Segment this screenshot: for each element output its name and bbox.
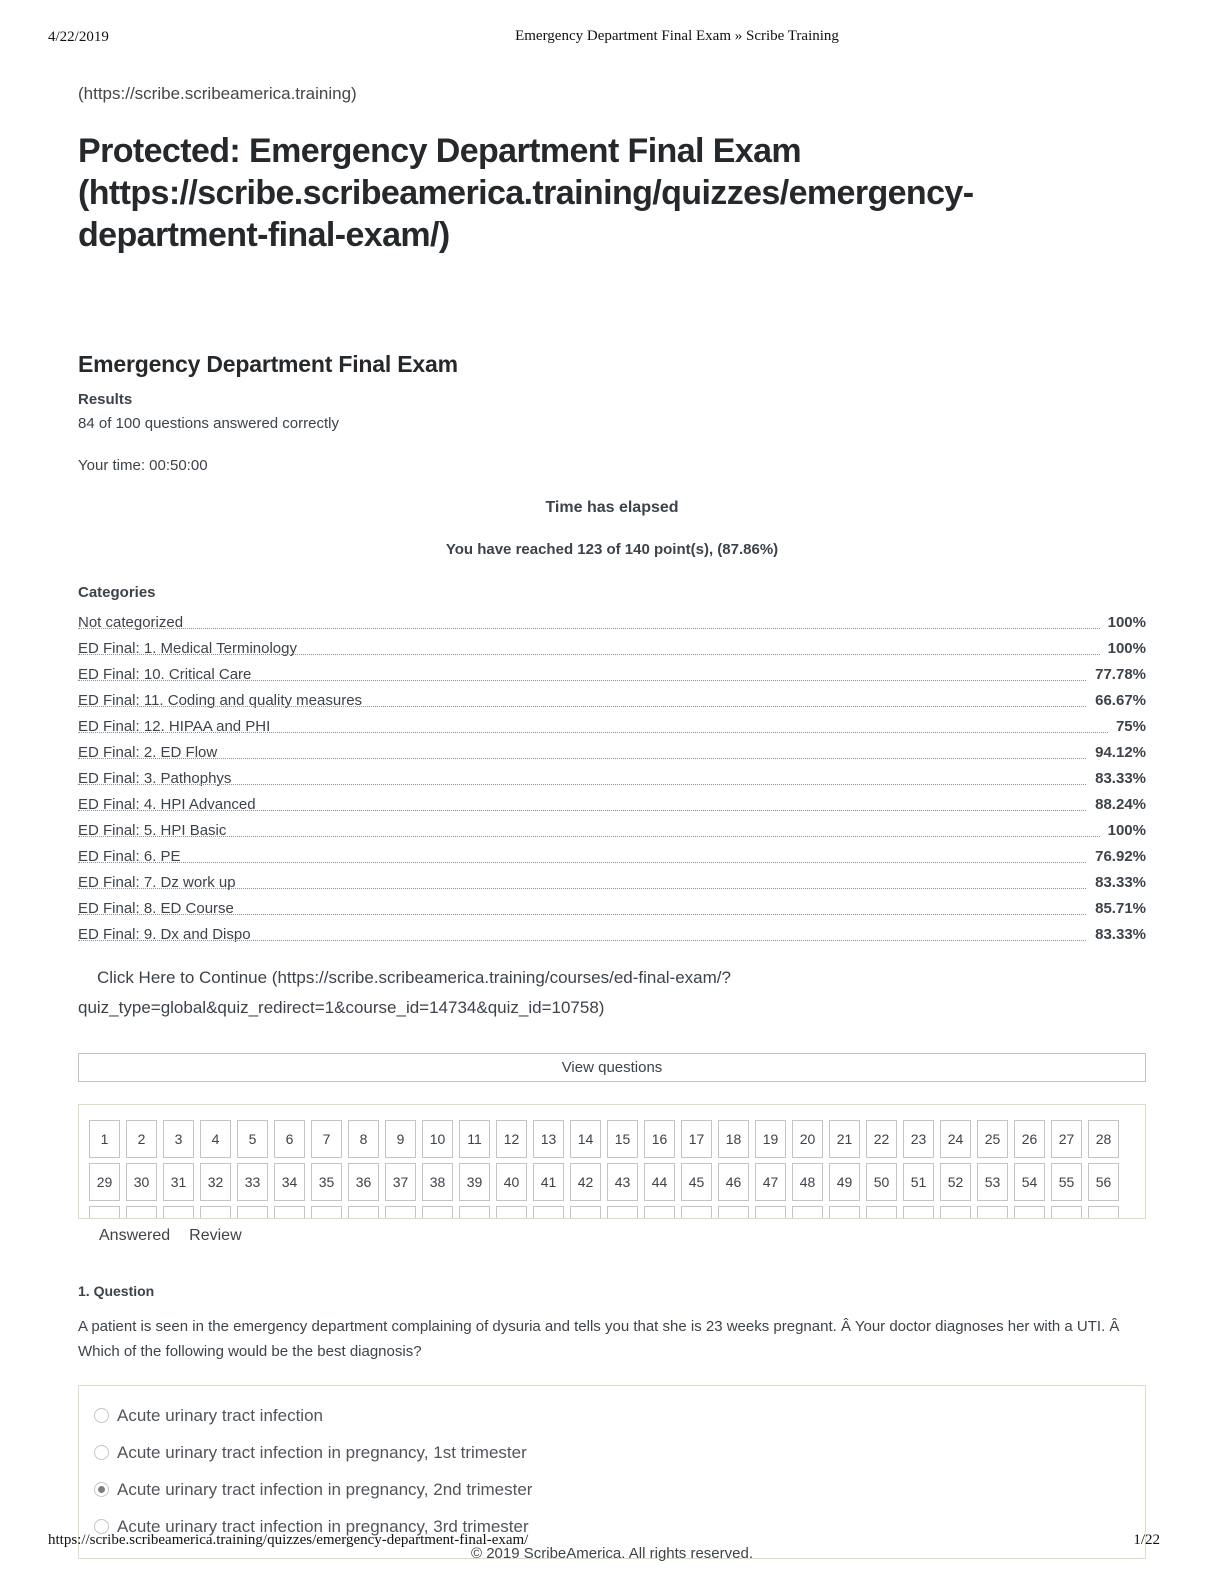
grid-cell-clipped[interactable] [607,1206,638,1219]
grid-cell[interactable]: 20 [792,1120,823,1158]
grid-cell[interactable]: 34 [274,1163,305,1201]
category-name: ED Final: 10. Critical Care [78,665,252,683]
dotted-leader [78,810,1146,811]
grid-cell[interactable]: 42 [570,1163,601,1201]
grid-cell[interactable]: 36 [348,1163,379,1201]
category-percentage: 100% [1100,822,1146,839]
category-row [78,817,1146,843]
view-questions-button[interactable] [78,1053,1146,1082]
dotted-leader [78,862,1146,863]
grid-cell-clipped[interactable] [163,1206,194,1219]
grid-cell-clipped[interactable] [1051,1206,1082,1219]
site-link[interactable]: (https://scribe.scribeamerica.training) [78,84,357,103]
copyright: © 2019 ScribeAmerica. All rights reserved. [470,1545,753,1562]
dotted-leader [78,888,1146,889]
grid-cell[interactable]: 10 [422,1120,453,1158]
dotted-leader [78,784,1146,785]
grid-cell-clipped[interactable] [533,1206,564,1219]
option-row[interactable] [94,1471,1130,1508]
print-date: 4/22/2019 [48,29,109,45]
page-title: Protected: Emergency Department Final Exam (https://scribe.scribeamerica.training/quizzes/emergency-department-final-exam/) [78,132,974,254]
grid-cell-clipped[interactable] [1014,1206,1045,1219]
dotted-leader [78,680,1146,681]
dotted-leader [78,758,1146,759]
grid-cell[interactable]: 4 [200,1120,231,1158]
grid-cell[interactable]: 22 [866,1120,897,1158]
grid-cell[interactable]: 52 [940,1163,971,1201]
category-row [78,895,1146,921]
category-name: ED Final: 11. Coding and quality measures [78,691,363,709]
option-label: Acute urinary tract infection in pregnancy, 3rd trimester [117,1516,529,1536]
grid-cell[interactable]: 12 [496,1120,527,1158]
grid-cell[interactable]: 7 [311,1120,342,1158]
grid-cell[interactable]: 17 [681,1120,712,1158]
category-name: ED Final: 9. Dx and Dispo [78,925,251,943]
category-row [78,635,1146,661]
time-line: Your time: 00:50:00 [78,457,208,474]
grid-cell[interactable]: 2 [126,1120,157,1158]
grid-cell-clipped[interactable] [792,1206,823,1219]
grid-cell-clipped[interactable] [459,1206,490,1219]
category-percentage: 76.92% [1087,848,1146,865]
grid-cell[interactable]: 14 [570,1120,601,1158]
category-name: ED Final: 2. ED Flow [78,743,218,761]
question-label: 1. Question [78,1283,155,1299]
dotted-leader [78,940,1146,941]
grid-cell-clipped[interactable] [348,1206,379,1219]
category-row [78,713,1146,739]
grid-cell-clipped[interactable] [311,1206,342,1219]
grid-cell[interactable]: 31 [163,1163,194,1201]
grid-cell-clipped[interactable] [940,1206,971,1219]
grid-cell-clipped[interactable] [570,1206,601,1219]
grid-cell[interactable]: 38 [422,1163,453,1201]
grid-cell[interactable]: 46 [718,1163,749,1201]
category-name: ED Final: 7. Dz work up [78,873,236,891]
grid-cell[interactable]: 5 [237,1120,268,1158]
grid-cell[interactable]: 21 [829,1120,860,1158]
option-label: Acute urinary tract infection in pregnancy, 2nd trimester [117,1479,533,1499]
category-percentage: 83.33% [1087,874,1146,891]
footer-url: https://scribe.scribeamerica.training/quizzes/emergency-department-final-exam/ [48,1532,529,1548]
question-text: A patient is seen in the emergency department complaining of dysuria and tells you that she is 23 weeks pregnant. Â Your doctor diagnoses her with a UTI. Â Which of the following would be the best diagnosis? [78,1318,1120,1360]
option-row[interactable] [94,1397,1130,1434]
continue-link-line1[interactable]: Click Here to Continue (https://scribe.scribeamerica.training/courses/ed-final-exam/? [97,968,731,987]
category-row [78,661,1146,687]
category-row [78,921,1146,947]
category-row [78,687,1146,713]
continue-link-line2[interactable]: quiz_type=global&quiz_redirect=1&course_id=14734&quiz_id=10758) [78,998,605,1017]
category-name: ED Final: 1. Medical Terminology [78,639,297,657]
grid-cell[interactable]: 13 [533,1120,564,1158]
dotted-leader [78,836,1146,837]
dotted-leader [78,732,1146,733]
grid-cell[interactable]: 54 [1014,1163,1045,1201]
radio-icon[interactable] [94,1445,109,1460]
grid-cell[interactable]: 51 [903,1163,934,1201]
grid-cell-clipped[interactable] [681,1206,712,1219]
grid-cell[interactable]: 9 [385,1120,416,1158]
grid-cell-clipped[interactable] [200,1206,231,1219]
grid-cell-clipped[interactable] [644,1206,675,1219]
category-name: Not categorized [78,613,184,631]
grid-cell-clipped[interactable] [1088,1206,1119,1219]
category-name: ED Final: 12. HIPAA and PHI [78,717,271,735]
grid-cell[interactable]: 41 [533,1163,564,1201]
grid-cell[interactable]: 33 [237,1163,268,1201]
grid-cell[interactable]: 40 [496,1163,527,1201]
categories-list [78,609,1146,947]
category-row [78,609,1146,635]
grid-cell-clipped[interactable] [496,1206,527,1219]
category-row [78,869,1146,895]
grid-cell[interactable]: 35 [311,1163,342,1201]
grid-cell[interactable]: 29 [89,1163,120,1201]
grid-cell[interactable]: 8 [348,1120,379,1158]
category-percentage: 88.24% [1087,796,1146,813]
category-percentage: 83.33% [1087,926,1146,943]
grid-cell[interactable]: 28 [1088,1120,1119,1158]
radio-icon[interactable] [94,1408,109,1423]
category-name: ED Final: 3. Pathophys [78,769,232,787]
grid-cell-clipped[interactable] [89,1206,120,1219]
grid-cell-clipped[interactable] [385,1206,416,1219]
grid-cell[interactable]: 27 [1051,1120,1082,1158]
results-label: Results [78,391,133,408]
grid-cell[interactable]: 44 [644,1163,675,1201]
grid-cell[interactable]: 45 [681,1163,712,1201]
category-name: ED Final: 5. HPI Basic [78,821,227,839]
quiz-heading: Emergency Department Final Exam [78,351,458,377]
grid-cell[interactable]: 55 [1051,1163,1082,1201]
grid-legend [78,1227,1146,1245]
points-message: You have reached 123 of 140 point(s), (87.86%) [445,541,779,558]
print-header [48,28,1176,45]
grid-cell[interactable]: 49 [829,1163,860,1201]
grid-cell[interactable]: 43 [607,1163,638,1201]
grid-cell[interactable]: 3 [163,1120,194,1158]
grid-cell-clipped[interactable] [903,1206,934,1219]
grid-cell[interactable]: 6 [274,1120,305,1158]
radio-icon[interactable] [94,1482,109,1497]
grid-cell[interactable]: 15 [607,1120,638,1158]
grid-cell[interactable]: 56 [1088,1163,1119,1201]
grid-cell-clipped[interactable] [274,1206,305,1219]
score-line: 84 of 100 questions answered correctly [78,415,339,432]
grid-cell[interactable]: 32 [200,1163,231,1201]
continue-link[interactable] [78,963,1146,1023]
grid-cell[interactable]: 23 [903,1120,934,1158]
view-questions-label: View questions [561,1059,663,1076]
grid-cell-clipped[interactable] [755,1206,786,1219]
category-percentage: 83.33% [1087,770,1146,787]
question-number-grid [78,1104,1146,1219]
category-name: ED Final: 6. PE [78,847,181,865]
option-label: Acute urinary tract infection in pregnancy, 1st trimester [117,1442,527,1462]
grid-cell-clipped[interactable] [718,1206,749,1219]
print-footer [48,1532,1160,1549]
grid-cell-clipped[interactable] [977,1206,1008,1219]
grid-cell[interactable]: 30 [126,1163,157,1201]
grid-cell[interactable]: 26 [1014,1120,1045,1158]
time-elapsed-message: Time has elapsed [545,499,679,516]
category-percentage: 94.12% [1087,744,1146,761]
grid-cell[interactable]: 53 [977,1163,1008,1201]
grid-cell-clipped[interactable] [422,1206,453,1219]
page-number: 1/22 [1133,1532,1160,1548]
option-label: Acute urinary tract infection [117,1405,323,1425]
grid-cell[interactable]: 47 [755,1163,786,1201]
dotted-leader [78,654,1146,655]
grid-cell[interactable]: 1 [89,1120,120,1158]
grid-cell[interactable]: 50 [866,1163,897,1201]
category-row [78,843,1146,869]
category-name: ED Final: 4. HPI Advanced [78,795,256,813]
grid-cell[interactable]: 24 [940,1120,971,1158]
grid-cell[interactable]: 19 [755,1120,786,1158]
grid-cell-clipped[interactable] [866,1206,897,1219]
category-percentage: 100% [1100,640,1146,657]
dotted-leader [78,706,1146,707]
grid-cell[interactable]: 11 [459,1120,490,1158]
legend-answered: Answered [99,1227,171,1244]
category-percentage: 75% [1108,718,1146,735]
dotted-leader [78,628,1146,629]
category-percentage: 100% [1100,614,1146,631]
grid-cell[interactable]: 18 [718,1120,749,1158]
category-percentage: 77.78% [1087,666,1146,683]
category-percentage: 85.71% [1087,900,1146,917]
category-percentage: 66.67% [1087,692,1146,709]
grid-cell[interactable]: 37 [385,1163,416,1201]
grid-cell-clipped[interactable] [237,1206,268,1219]
dotted-leader [78,914,1146,915]
option-row[interactable] [94,1434,1130,1471]
category-row [78,765,1146,791]
grid-cell[interactable]: 39 [459,1163,490,1201]
grid-cell[interactable]: 48 [792,1163,823,1201]
categories-label: Categories [78,584,156,601]
legend-review: Review [189,1227,242,1244]
category-name: ED Final: 8. ED Course [78,899,234,917]
category-row [78,739,1146,765]
grid-cell[interactable]: 16 [644,1120,675,1158]
print-title: Emergency Department Final Exam » Scribe Training [515,28,839,44]
grid-cell[interactable]: 25 [977,1120,1008,1158]
grid-cell-clipped[interactable] [126,1206,157,1219]
grid-cell-clipped[interactable] [829,1206,860,1219]
category-row [78,791,1146,817]
